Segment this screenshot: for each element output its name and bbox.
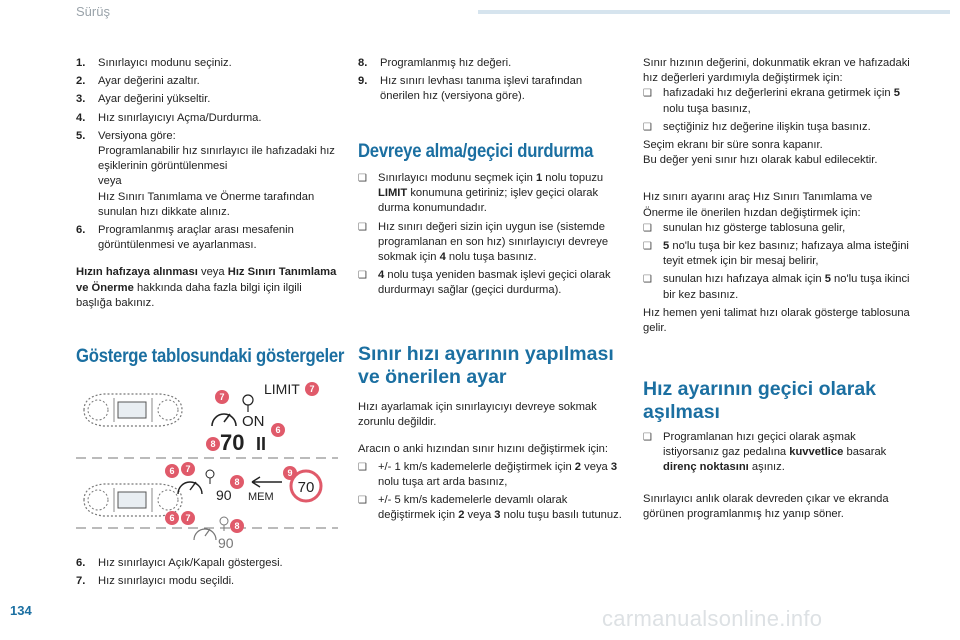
numbered-list-2 — [76, 556, 338, 589]
column-3 — [643, 56, 911, 336]
list-item — [358, 56, 622, 71]
column-3-body — [643, 430, 911, 522]
bullet-icon: ❑ — [643, 121, 652, 133]
bullet-icon: ❑ — [643, 432, 652, 443]
bullet-item: ❑ +/- 1 km/s kademelerle değiştirmek için 2 veya 3 nolu tuşa art arda basınız, — [358, 460, 622, 490]
item-subtext: Hız Sınırı Tanımlama ve Önerme tarafından sunulan hızı dikkate alınız. — [98, 190, 315, 218]
bullet-icon: ❑ — [358, 270, 367, 282]
watermark: carmanualsonline.info — [602, 606, 823, 631]
bullet-item: ❑ seçtiğiniz hız değerine ilişkin tuşa basınız. — [643, 120, 911, 135]
memorised-speed-90: 90 — [216, 487, 232, 503]
badge-label: 7 — [185, 464, 191, 474]
bullet-list — [358, 171, 622, 299]
section-header: Sürüş — [76, 4, 110, 19]
limit-label: LIMIT — [264, 381, 300, 397]
item-text: Sınırlayıcı modunu seçiniz. — [98, 57, 232, 69]
bullet-icon: ❑ — [643, 241, 652, 253]
paragraph: Hız hemen yeni talimat hızı olarak gösterge tablosuna gelir. — [643, 306, 910, 335]
list-item — [76, 111, 338, 126]
badge-label: 7 — [309, 384, 315, 394]
ref-bold: Hızın hafızaya alınması — [76, 266, 198, 279]
item-number: 3. — [76, 93, 86, 106]
item-text: Ayar değerini azaltır. — [98, 75, 200, 88]
instrument-diagram — [76, 378, 338, 550]
paragraph: Sınırlayıcı anlık olarak devreden çıkar ve ekranda görünen programlanmış hız yanıp söner. — [643, 492, 889, 520]
mem-label: MEM — [248, 491, 274, 503]
badge-label: 6 — [169, 466, 175, 476]
column-1 — [76, 56, 338, 311]
section-heading: Sınır hızı ayarının yapılması ve önerilen ayar — [358, 343, 614, 388]
on-label: ON — [242, 413, 265, 430]
sign-speed-70: 70 — [297, 479, 315, 496]
badge-label: 7 — [185, 513, 191, 523]
list-item — [76, 223, 338, 253]
item-subtext: Programlanabilir hız sınırlayıcı ile hafızadaki hız eşiklerinin görüntülenmesi — [98, 145, 335, 173]
paragraph: Seçim ekranı bir süre sonra kapanır. — [643, 139, 823, 152]
list-item — [76, 56, 338, 71]
badge-label: 9 — [287, 468, 293, 478]
bullet-icon: ❑ — [358, 221, 367, 233]
cluster-outline-top — [84, 394, 182, 426]
item-text: Hız sınırlayıcı modu seçildi. — [98, 575, 235, 588]
paragraph: Hızı ayarlamak için sınırlayıcıyı devreye sokmak zorunlu değildir. — [358, 401, 597, 429]
bullet-icon: ❑ — [643, 222, 652, 234]
paragraph: Sınır hızının değerini, dokunmatik ekran ve hafızadaki hız değerleri yardımıyla değiştirmek için: — [643, 57, 910, 85]
bullet-item: ❑ 5 no'lu tuşa bir kez basınız; hafızaya alma isteğini teyit etmek için bir mesaj belirir, — [643, 239, 911, 269]
numbered-list-1 — [76, 56, 338, 253]
bullet-item: ❑ 4 nolu tuşa yeniden basmak işlevi geçici olarak durdurmayı sağlar (geçici durdurma). — [358, 268, 622, 298]
page-number: 134 — [10, 603, 32, 618]
reference-paragraph — [76, 265, 338, 311]
section-heading: Gösterge tablosundaki göstergeler — [76, 346, 345, 367]
badge-label: 6 — [169, 513, 175, 523]
list-item — [76, 92, 338, 107]
item-number: 6. — [76, 557, 86, 569]
badge-label: 6 — [275, 425, 281, 435]
header-bar — [478, 10, 950, 14]
item-text: Hız sınırlayıcı Açık/Kapalı göstergesi. — [98, 557, 283, 569]
item-number: 5. — [76, 129, 86, 142]
ref-text: veya — [197, 266, 228, 279]
section-heading: Devreye alma/geçici durdurma — [358, 141, 594, 162]
bullet-icon: ❑ — [358, 495, 367, 507]
item-text: Hız sınırlayıcıyı Açma/Durdurma. — [98, 111, 262, 124]
item-text: Programlanmış hız değeri. — [380, 57, 512, 69]
item-number: 7. — [76, 575, 86, 588]
badge-label: 8 — [210, 439, 216, 449]
paragraph: Aracın o anki hızından sınır hızını değiştirmek için: — [358, 443, 608, 456]
bullet-icon: ❑ — [643, 274, 652, 286]
item-text: Versiyona göre: — [98, 129, 176, 142]
ref-text: hakkında daha fazla bilgi için ilgili başlığa bakınız. — [76, 281, 302, 309]
column-2-body — [358, 400, 622, 526]
set-speed-70: 70 — [220, 430, 245, 455]
item-number: 8. — [358, 57, 368, 69]
bullet-list — [643, 86, 911, 135]
list-item — [76, 574, 338, 589]
bullet-item: ❑ sunulan hızı hafızaya almak için 5 no'lu tuşa ikinci bir kez basınız. — [643, 272, 911, 302]
bullet-icon: ❑ — [358, 173, 367, 184]
bullet-item: ❑ +/- 5 km/s kademelerle devamlı olarak değiştirmek için 2 veya 3 nolu tuşu basılı tutunuz. — [358, 493, 622, 523]
bullet-list — [643, 430, 911, 476]
column-1-bottom — [76, 556, 338, 592]
item-number: 4. — [76, 111, 86, 124]
item-number: 9. — [358, 75, 368, 88]
badge-label: 8 — [234, 477, 240, 487]
column-2-bullets-1 — [358, 171, 622, 302]
bullet-item: ❑ Sınırlayıcı modunu seçmek için 1 nolu topuzu LIMIT konumuna getiriniz; işlev geçici olarak durma konumundadır. — [358, 171, 622, 217]
item-subtext: veya — [98, 175, 122, 188]
numbered-list-3 — [358, 56, 622, 105]
paragraph: Bu değer yeni sınır hızı olarak kabul edilecektir. — [643, 154, 878, 167]
column-2 — [358, 56, 622, 108]
badge-label: 8 — [234, 521, 240, 531]
item-text: Programlanmış araçlar arası mesafenin görüntülenmesi ve ayarlanması. — [98, 224, 294, 252]
list-item — [76, 74, 338, 89]
item-number: 6. — [76, 224, 86, 237]
paragraph: Hız sınırı ayarını araç Hız Sınırı Tanımlama ve Önerme ile önerilen hızdan değiştirmek için: — [643, 191, 873, 219]
item-number: 2. — [76, 75, 86, 88]
list-item — [76, 556, 338, 571]
bullet-item: ❑ Hız sınırı değeri sizin için uygun ise (sistemde programlanan en son hız) sınırlayıcıyı devreye sokmak için 4 nolu tuşa basınız. — [358, 220, 622, 266]
bullet-list — [358, 460, 622, 524]
list-item — [358, 74, 622, 104]
pause-symbol: II — [256, 434, 267, 454]
list-item — [76, 129, 338, 220]
bullet-item: ❑ hafızadaki hız değerlerini ekrana getirmek için 5 nolu tuşa basınız, — [643, 86, 911, 116]
item-text: Ayar değerini yükseltir. — [98, 93, 211, 106]
speed-90-dimmed: 90 — [218, 535, 234, 550]
badge-label: 7 — [219, 392, 225, 402]
bullet-icon: ❑ — [643, 88, 652, 100]
ref-bold: Hız Sınırı Tanımlama ve Önerme — [76, 266, 337, 294]
item-text: Hız sınırı levhası tanıma işlevi tarafından önerilen hız (versiyona göre). — [380, 75, 583, 103]
arrow-left-icon — [252, 477, 282, 487]
bullet-item: ❑ sunulan hız gösterge tablosuna gelir, — [643, 221, 911, 236]
cluster-outline-bottom — [84, 484, 182, 516]
section-heading: Hız ayarının geçici olarak aşılması — [643, 378, 877, 423]
item-number: 1. — [76, 57, 86, 69]
bullet-item: ❑ Programlanan hızı geçici olarak aşmak istiyorsanız gaz pedalına kuvvetlice basarak direnç noktasını aşınız. — [643, 430, 911, 476]
bullet-icon: ❑ — [358, 461, 367, 473]
bullet-list — [643, 221, 911, 303]
